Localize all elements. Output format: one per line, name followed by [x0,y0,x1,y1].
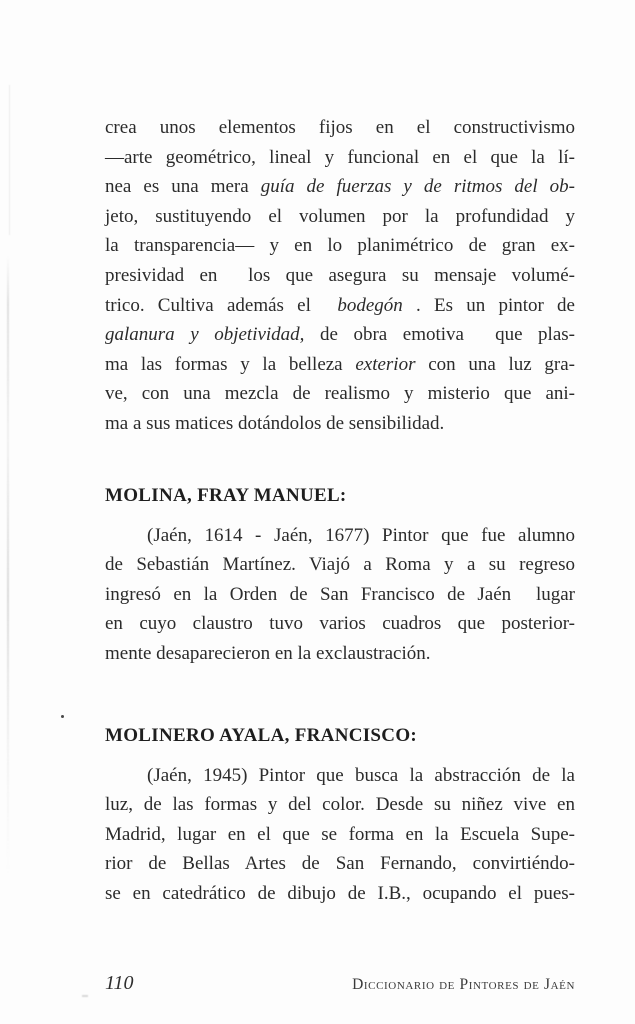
text-line [105,172,575,202]
text-segment: (Jaén, 1945) Pintor que busca la abstracción de la [147,764,575,786]
text-segment: —arte geométrico, lineal y funcional en el que la lí- [105,146,575,168]
text-segment: ma las formas y la belleza [105,353,356,375]
text-line [105,790,575,820]
text-segment: la transparencia— y en lo planimétrico de gran ex- [105,235,575,257]
text-line [105,879,575,909]
scan-edge-artifact-top [9,85,10,235]
text-line [105,580,575,610]
text-segment: se en catedrático de dibujo de I.B., ocupando el pues- [105,882,575,904]
text-line [105,143,575,173]
text-line [105,379,575,409]
page-number: 110 [105,972,134,994]
page-footer [105,972,575,995]
text-segment: mente desaparecieron en la exclaustración. [105,642,431,664]
text-segment: galanura y objetividad, [105,324,305,346]
text-segment: (Jaén, 1614 - Jaén, 1677) Pintor que fue alumno [147,524,575,546]
text-segment: crea unos elementos fijos en el constructivismo [105,117,575,138]
text-segment: bodegón [337,294,403,316]
running-title: Diccionario de Pintores de Jaén [352,976,575,993]
text-line [105,231,575,261]
text-line [105,761,575,791]
text-line [105,261,575,291]
text-segment: ve, con una mezcla de realismo y misterio que ani- [105,383,575,405]
ink-speck-artifact [82,995,88,997]
text-line [105,113,575,143]
text-line [105,202,575,232]
text-line [105,291,575,321]
text-line [105,639,575,669]
text-segment: jeto, sustituyendo el volumen por la profundidad y [105,205,575,227]
text-line [105,820,575,850]
text-segment: . Es un pintor de [402,294,575,316]
molina-entry-paragraph [105,521,575,669]
text-block [105,113,575,908]
text-segment: luz, de las formas y del color. Desde su niñez vive en [105,794,575,816]
text-segment: de obra emotiva que plas- [304,324,575,346]
text-line [105,409,575,439]
text-line [105,849,575,879]
text-segment: trico. Cultiva además el [105,294,338,316]
molinero-entry-paragraph [105,761,575,909]
text-line [105,609,575,639]
text-line [105,320,575,350]
entry-heading-molinero: MOLINERO AYALA, FRANCISCO: [105,724,418,746]
text-segment: ma a sus matices dotándolos de sensibilidad. [105,412,445,434]
text-line [105,350,575,380]
text-segment: ingresó en la Orden de San Francisco de Jaén lugar [105,583,575,605]
continuation-paragraph [105,113,575,439]
text-segment: en cuyo claustro tuvo varios cuadros que posterior- [105,613,575,635]
scan-edge-artifact [7,255,9,875]
text-segment: Madrid, lugar en el que se forma en la Escuela Supe- [105,823,575,845]
text-segment: rior de Bellas Artes de San Fernando, convirtiéndo- [105,853,575,875]
text-segment: de Sebastián Martínez. Viajó a Roma y a su regreso [105,554,575,576]
text-segment: presividad en los que asegura su mensaje volumé- [105,264,575,286]
text-segment: guía de fuerzas y de ritmos del ob- [260,176,575,198]
text-line [105,550,575,580]
entry-heading-molina: MOLINA, FRAY MANUEL: [105,484,347,506]
text-segment: exterior [355,353,416,375]
ink-dot-artifact [61,715,64,718]
text-segment: con una luz gra- [415,353,575,375]
text-segment: nea es una mera [105,176,261,198]
text-line [105,521,575,551]
